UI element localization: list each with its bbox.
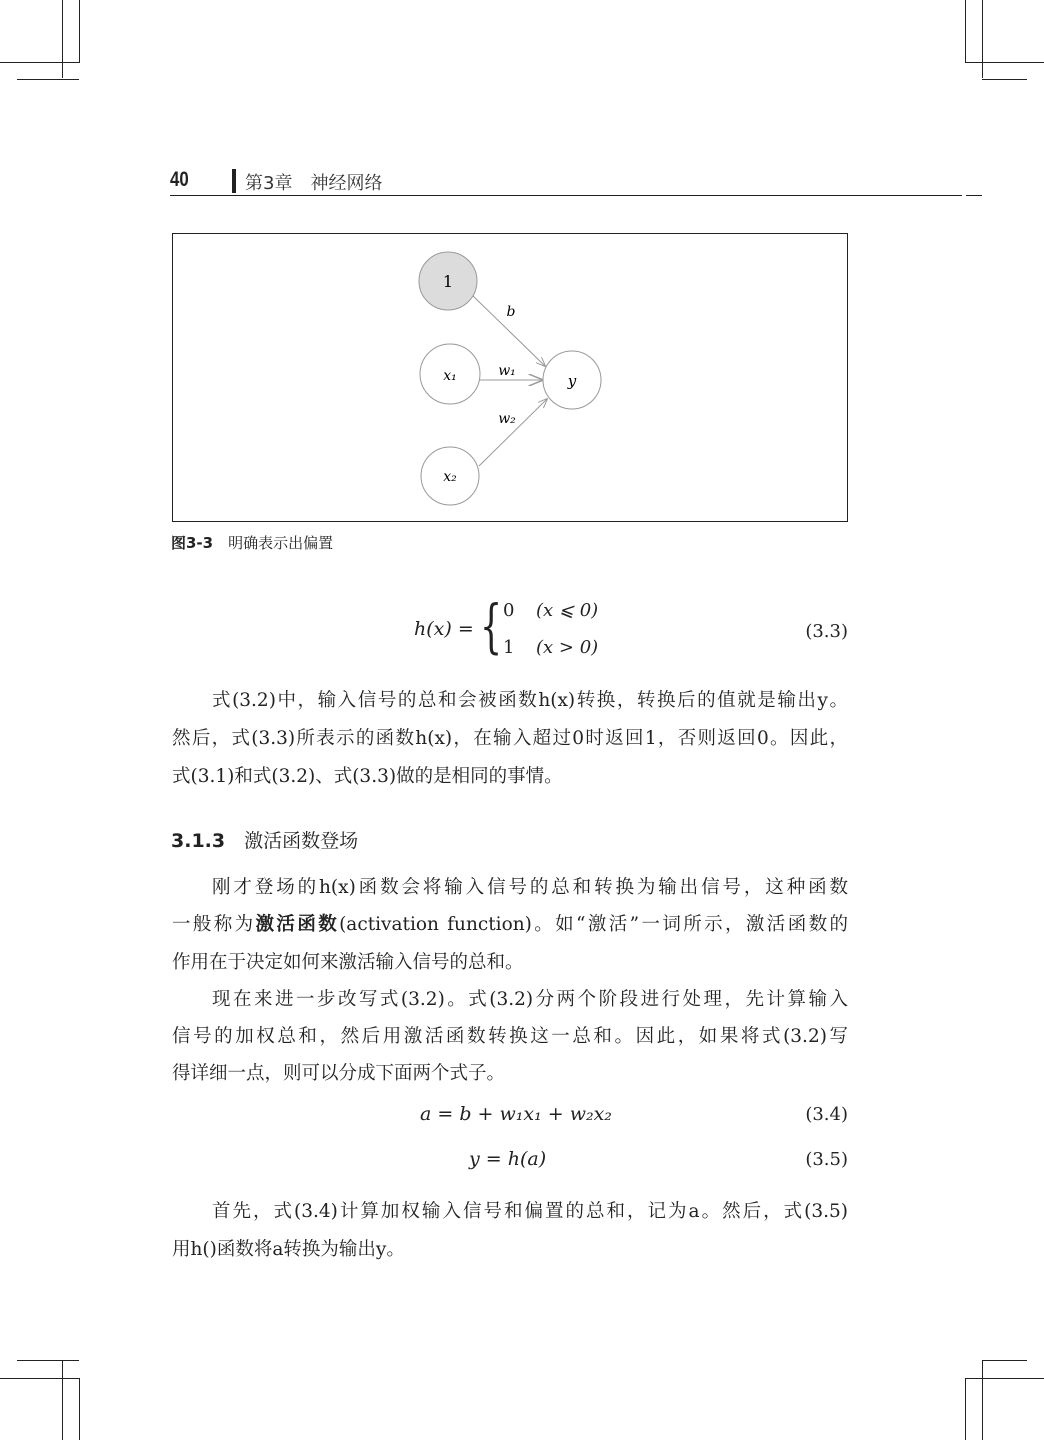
- eq33-number: (3.3): [805, 621, 848, 642]
- x2-label: x₂: [443, 469, 457, 485]
- crop-mark: [79, 1378, 80, 1440]
- section-number: 3.1.3: [171, 830, 226, 852]
- paragraph-line: 首先，式(3.4)计算加权输入信号和偏置的总和，记为a。然后，式(3.5): [212, 1201, 848, 1222]
- chapter-title: 第3章 神经网络: [245, 173, 383, 194]
- crop-mark: [982, 0, 983, 78]
- paragraph-line: 作用在于决定如何来激活输入信号的总和。: [172, 952, 524, 973]
- eq33-case1-condition: (x ⩽ 0): [536, 600, 599, 621]
- crop-mark: [62, 1360, 63, 1440]
- page-number: 40: [170, 168, 189, 191]
- text-segment: (activation function)。如“激活”一词所示，激活函数的: [339, 914, 848, 935]
- eq35-number: (3.5): [805, 1149, 848, 1170]
- paragraph-line: 刚才登场的h(x)函数会将输入信号的总和转换为输出信号，这种函数: [212, 877, 848, 898]
- eq33-brace: {: [480, 592, 503, 660]
- figure-caption: [171, 532, 333, 553]
- paragraph-line: 式(3.1)和式(3.2)、式(3.3)做的是相同的事情。: [172, 766, 563, 787]
- paragraph-line: [172, 910, 848, 936]
- header-rule: [966, 195, 982, 196]
- bias-label: 1: [442, 272, 454, 291]
- crop-mark: [17, 1360, 79, 1361]
- crop-mark: [0, 62, 80, 63]
- x1-label: x₁: [443, 368, 457, 384]
- paragraph-line: 得详细一点，则可以分成下面两个式子。: [172, 1063, 506, 1084]
- paragraph-line: 式(3.2)中，输入信号的总和会被函数h(x)转换，转换后的值就是输出y。: [212, 690, 848, 711]
- text-segment: 一般称为: [172, 914, 256, 935]
- edge-label-b: b: [506, 304, 516, 320]
- section-heading: [171, 826, 358, 853]
- crop-mark: [79, 0, 80, 62]
- eq34-number: (3.4): [805, 1104, 848, 1125]
- crop-mark: [965, 1378, 1044, 1379]
- crop-mark: [982, 1360, 1027, 1361]
- header-rule: [170, 195, 962, 196]
- eq34-expression: a = b + w₁x₁ + w₂x₂: [420, 1103, 612, 1125]
- paragraph-line: 然后，式(3.3)所表示的函数h(x)，在输入超过0时返回1，否则返回0。因此，: [172, 728, 848, 749]
- crop-mark: [982, 1360, 983, 1440]
- figure-caption-text: 明确表示出偏置: [228, 534, 334, 552]
- crop-mark: [0, 1378, 80, 1379]
- paragraph-line: 现在来进一步改写式(3.2)。式(3.2)分两个阶段进行处理，先计算输入: [212, 989, 848, 1010]
- paragraph-line: 用h()函数将a转换为输出y。: [172, 1239, 405, 1260]
- section-title: 激活函数登场: [244, 830, 359, 852]
- paragraph-line: 信号的加权总和，然后用激活函数转换这一总和。因此，如果将式(3.2)写: [172, 1026, 848, 1047]
- figure-frame: [172, 233, 848, 522]
- eq33-case1-value: 0: [503, 600, 515, 621]
- crop-mark: [965, 1378, 966, 1440]
- eq33-lhs: h(x) =: [414, 618, 474, 640]
- edge-label-w1: w₁: [498, 363, 516, 379]
- eq33-case2-condition: (x > 0): [536, 637, 599, 658]
- figure-number: 图3-3: [171, 534, 214, 552]
- term-activation-function: 激活函数: [255, 914, 340, 935]
- y-label: y: [567, 372, 577, 390]
- crop-mark: [62, 0, 63, 78]
- crop-mark: [965, 0, 966, 62]
- edge-label-w2: w₂: [498, 411, 516, 427]
- perceptron-diagram: [173, 234, 847, 521]
- crop-mark: [982, 79, 1027, 80]
- crop-mark: [965, 62, 1044, 63]
- crop-mark: [17, 79, 79, 80]
- header-bar: [232, 169, 236, 193]
- edge-w2: [479, 399, 547, 466]
- eq35-expression: y = h(a): [469, 1148, 547, 1170]
- eq33-case2-value: 1: [503, 637, 515, 658]
